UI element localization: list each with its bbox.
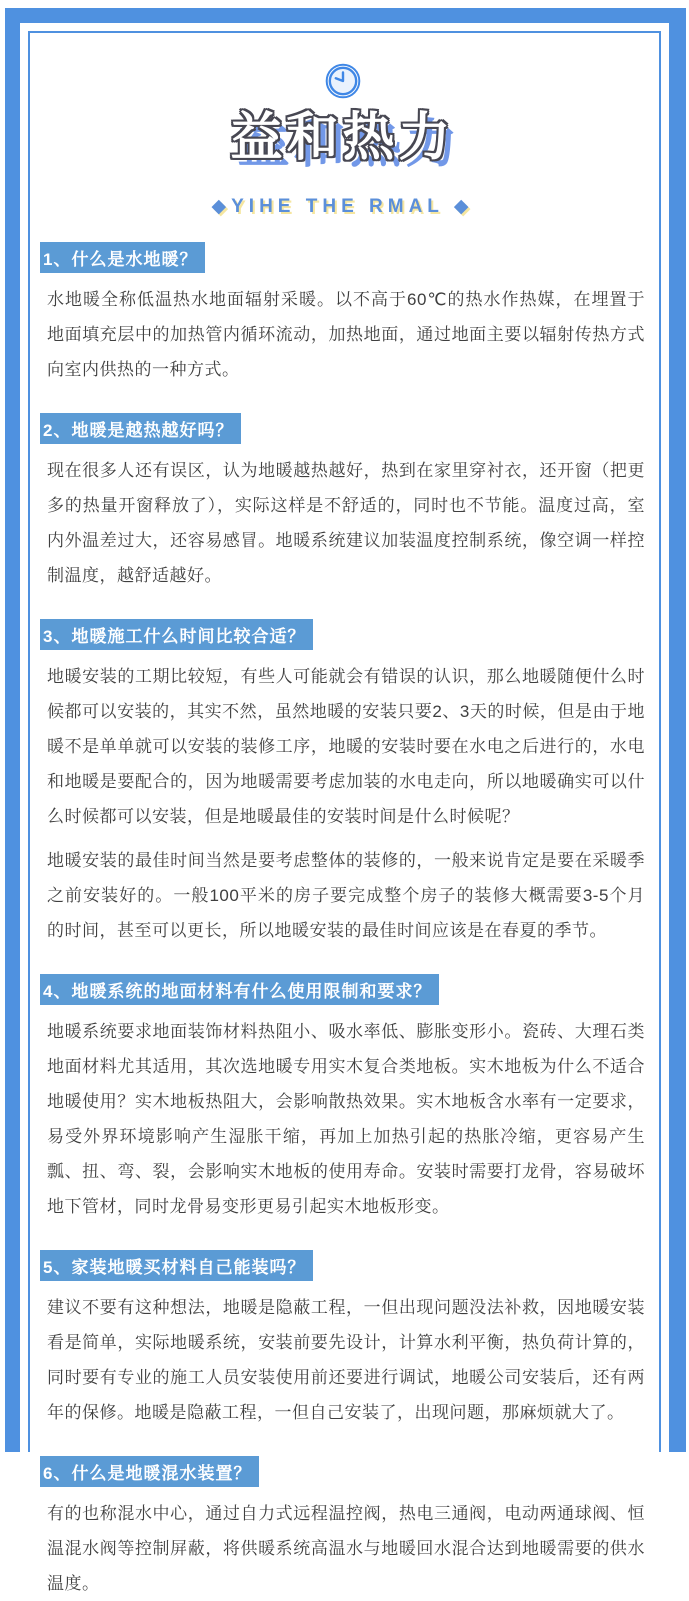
answer-paragraph: 地暖系统要求地面装饰材料热阻小、吸水率低、膨胀变形小。瓷砖、大理石类地面材料尤其适用，其次选地暖专用实木复合类地板。实木地板为什么不适合地暖使用？实木地板热阻大，会影响散热效果。实木地板含水率有一定要求，易受外界环境影响产生湿胀干缩，再加上加热引起的热胀冷缩，更容易产生瓢、扭、弯、裂，会影响实木地板的使用寿命。安装时需要打龙骨，容易破坏地下管材，同时龙骨易变形更易引起实木地板形变。 [47,1022,645,1216]
answer-paragraph: 地暖安装的最佳时间当然是要考虑整体的装修的，一般来说肯定是要在采暖季之前安装好的。一般100平米的房子要完成整个房子的装修大概需要3-5个月的时间，甚至可以更长，所以地暖安装的最佳时间应该是在春夏的季节。 [47,851,645,940]
question-heading-6: 6、什么是地暖混水装置？ [40,1456,259,1487]
clock-icon [40,63,645,99]
question-heading-4: 4、地暖系统的地面材料有什么使用限制和要求？ [40,974,439,1005]
question-heading-2: 2、地暖是越热越好吗？ [40,413,241,444]
answer-paragraph: 建议不要有这种想法，地暖是隐蔽工程，一但出现问题没法补救，因地暖安装看是简单，实际地暖系统，安装前要先设计，计算水利平衡，热负荷计算的，同时要有专业的施工人员安装使用前还要进行调试，地暖公司安装后，还有两年的保修。地暖是隐蔽工程，一但自己安装了，出现问题，那麻烦就大了。 [47,1298,645,1422]
qa-section-1 [40,242,645,387]
answer-paragraph: 地暖安装的工期比较短，有些人可能就会有错误的认识，那么地暖随便什么时候都可以安装的，其实不然，虽然地暖的安装只要2、3天的时候，但是由于地暖不是单单就可以安装的装修工序，地暖的安装时要在水电之后进行的，水电和地暖是要配合的，因为地暖需要考虑加装的水电走向，所以地暖确实可以什么时候都可以安装，但是地暖最佳的安装时间是什么时候呢？ [47,667,645,826]
answer-paragraph: 现在很多人还有误区，认为地暖越热越好，热到在家里穿衬衣，还开窗（把更多的热量开窗释放了），实际这样是不舒适的，同时也不节能。温度过高，室内外温差过大，还容易感冒。地暖系统建议加装温度控制系统，像空调一样控制温度，越舒适越好。 [47,461,645,585]
decorative-frame-gap [20,23,669,1593]
decorative-frame-outer [5,8,686,1593]
answer-paragraph: 有的也称混水中心，通过自力式远程温控阀，热电三通阀，电动两通球阀、恒温混水阀等控制屏蔽，将供暖系统高温水与地暖回水混合达到地暖需要的供水温度。 [47,1504,645,1593]
question-heading-3: 3、地暖施工什么时间比较合适？ [40,619,313,650]
page-title: 益和热力 [230,109,455,167]
question-heading-1: 1、什么是水地暖？ [40,242,205,273]
qa-section-6 [40,1456,645,1601]
qa-section-2 [40,413,645,593]
qa-section-3 [40,619,645,948]
answer-paragraph: 水地暖全称低温热水地面辐射采暖。以不高于60℃的热水作热媒，在埋置于地面填充层中的加热管内循环流动，加热地面，通过地面主要以辐射传热方式向室内供热的一种方式。 [47,290,645,379]
qa-section-5 [40,1250,645,1430]
article-header [40,63,645,218]
question-heading-5: 5、家装地暖买材料自己能装吗？ [40,1250,313,1281]
article-panel [28,31,661,1593]
qa-section-4 [40,974,645,1224]
page-subtitle: ◆YIHE THE RMAL ◆ [211,196,474,217]
qa-list [40,242,645,1601]
